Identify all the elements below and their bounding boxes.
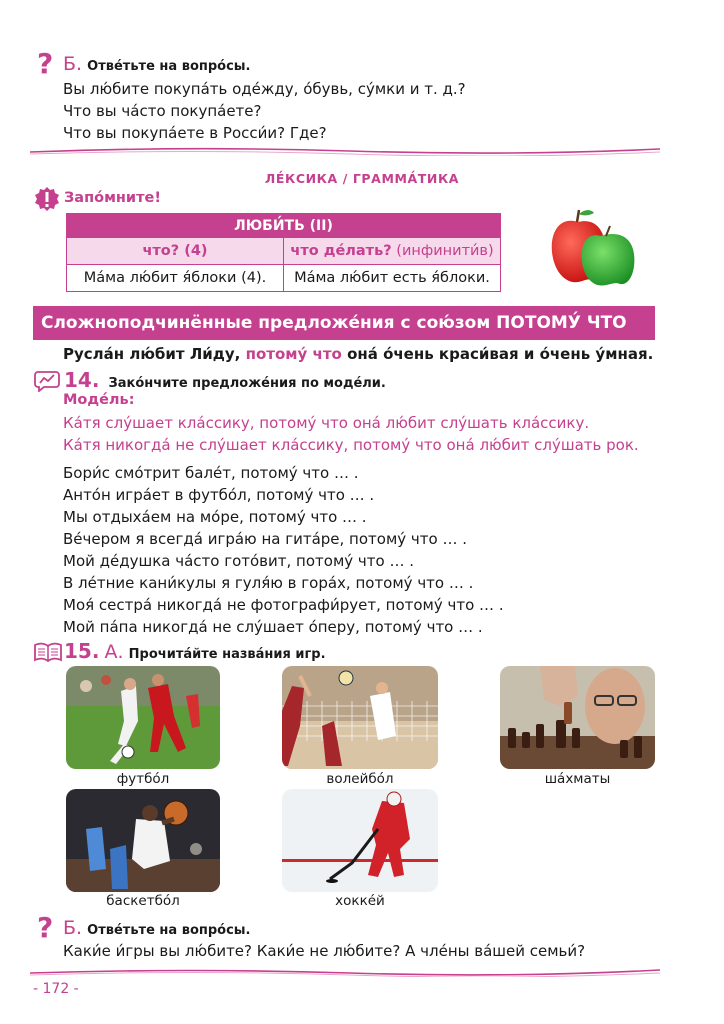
section-title: Отве́тьте на вопро́сы. [87,923,251,938]
pencil-chart-icon [34,370,60,392]
exercise-15-heading [64,639,326,663]
section-b2-heading [63,917,251,939]
section-title: Отве́тьте на вопро́сы. [87,59,251,74]
chess-photo [500,666,655,769]
conjunction-highlight: потому́ что [245,345,342,363]
exercise-line: Бори́с смо́трит бале́т, потому́ что … . [63,464,359,482]
photo-caption: ша́хматы [544,771,611,787]
section-banner: Сложноподчинённые предложе́ния с сою́зом ПОТОМУ́ ЧТО [33,306,655,340]
football-photo [66,666,220,769]
question-line: Что вы покупа́ете в Росси́и? Где? [63,124,327,142]
grammar-table-row [67,265,500,291]
example-sentence [63,345,653,363]
exercise-line: Моя́ сестра́ никогда́ не фотографи́рует, потому́ что … . [63,596,504,614]
section-letter: Б. [63,917,83,939]
wave-divider [30,146,660,156]
sentence-part: она́ о́чень краси́вая и о́чень у́мная. [341,345,654,363]
sentence-part: Русла́н лю́бит Ли́ду, [63,345,246,363]
question-line: Что вы ча́сто покупа́ете? [63,102,262,120]
exercise-line: Мой па́па никогда́ не слу́шает о́перу, потому́ что … . [63,618,483,636]
photo-caption: хокке́й [335,893,385,909]
exclamation-badge-icon [34,186,60,212]
open-book-icon [34,642,62,662]
column-head-bold: что де́лать? [290,243,392,259]
model-line: Ка́тя никогда́ не слу́шает кла́ссику, потому́ что она́ лю́бит слу́шать рок. [63,436,639,454]
page-number: - 172 - [33,981,79,997]
column-head-note: (инфинити́в) [391,243,494,259]
model-label: Моде́ль: [63,392,135,408]
volleyball-photo [282,666,438,769]
question-mark-icon: ? [37,911,54,944]
apple-icon [548,208,638,288]
exercise-number: 15. [64,639,100,663]
column-head-what: что? (4) [67,238,283,264]
section-b1-heading [63,53,251,75]
section-letter: А. [104,641,124,663]
grammar-table [66,213,501,292]
question-line: Вы лю́бите покупа́ть оде́жду, о́бувь, су́мки и т. д.? [63,80,466,98]
lexics-grammar-header: ЛЕ́КСИКА / ГРАММА́ТИКА [264,171,460,186]
exercise-line: В ле́тние кани́кулы я гуля́ю в гора́х, потому́ что … . [63,574,474,592]
table-cell: Ма́ма лю́бит есть я́блоки. [283,265,500,291]
model-line: Ка́тя слу́шает кла́ссику, потому́ что она́ лю́бит слу́шать кла́ссику. [63,414,590,432]
grammar-table-header: ЛЮБИ́ТЬ (II) [67,214,500,238]
wave-divider [30,967,660,977]
exercise-14-heading [64,368,386,392]
exercise-line: Ве́чером я всегда́ игра́ю на гита́ре, потому́ что … . [63,530,468,548]
exercise-title: Прочита́йте назва́ния игр. [128,647,326,662]
question-line: Каки́е и́гры вы лю́бите? Каки́е не лю́бите? А чле́ны ва́шей семьи́? [63,942,586,960]
table-cell: Ма́ма лю́бит я́блоки (4). [83,270,267,286]
exercise-line: Анто́н игра́ет в футбо́л, потому́ что … . [63,486,375,504]
basketball-photo [66,789,220,892]
column-head-what-do [283,238,500,264]
photo-caption: футбо́л [116,771,170,787]
exercise-number: 14. [64,368,100,392]
exercise-title: Зако́нчите предложе́ния по моде́ли. [108,376,386,391]
exercise-line: Мой де́душка ча́сто гото́вит, потому́ что … . [63,552,414,570]
hockey-photo [282,789,438,892]
exercise-line: Мы отдыха́ем на мо́ре, потому́ что … . [63,508,367,526]
grammar-table-subheader [67,238,500,265]
section-letter: Б. [63,53,83,75]
photo-caption: баскетбо́л [106,893,180,909]
remember-label: Запо́мните! [64,190,161,206]
photo-caption: волейбо́л [326,771,394,787]
question-mark-icon: ? [37,47,54,80]
